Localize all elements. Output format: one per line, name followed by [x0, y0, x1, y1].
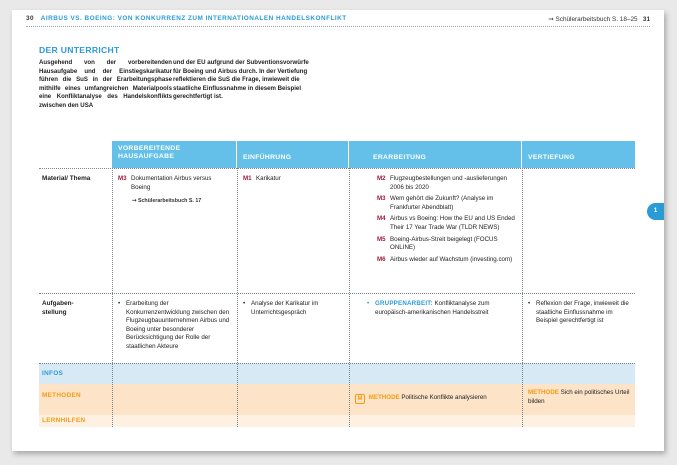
- band-label-methoden: METHODEN: [42, 392, 81, 399]
- col-header-vorbereitende-hausaufgabe: VORBEREITENDE HAUSAUFGABE: [112, 141, 236, 168]
- aufgabe-erarbeitung: [362, 294, 520, 323]
- material-einfuehrung: [238, 169, 348, 193]
- row-label-aufgabenstellung: Aufgaben- stellung: [42, 300, 74, 316]
- material-code: M5: [377, 235, 386, 243]
- material-item: [377, 195, 515, 212]
- header-right: [548, 15, 650, 23]
- aufgabe-vorbereitung: [113, 294, 236, 358]
- methode-keyword: METHODE: [528, 389, 559, 396]
- aufgabe-vertiefung: [523, 294, 635, 332]
- material-code: M1: [243, 175, 252, 182]
- list-item: [243, 300, 343, 317]
- material-text: Dokumentation Airbus versus Boeing: [131, 175, 212, 191]
- bullet-icon: •: [528, 300, 531, 307]
- intro-text-col2: und der EU aufgrund der Subventionsvorwürfe für Boeing und Airbus durch. In der Vertiefung reflektieren die SuS die Frage, inwieweit die staatliche Einflussnahme in diesem Beispiel gerechtfertigt ist.: [173, 59, 309, 101]
- bullet-icon: •: [367, 300, 370, 307]
- material-code: M3: [118, 175, 127, 182]
- list-item: [528, 300, 630, 326]
- page-number-right: 31: [642, 16, 650, 23]
- textbook-page: [12, 10, 664, 451]
- col-header-vertiefung: VERTIEFUNG: [522, 141, 635, 168]
- list-item: [118, 300, 231, 352]
- material-text: Flugzeugbestellungen und -auslieferungen 2006 bis 2020: [390, 175, 507, 191]
- methode-vertiefung: [523, 384, 635, 412]
- running-header: [26, 14, 650, 26]
- page-number-left: 30: [26, 15, 35, 22]
- band-infos: [39, 363, 635, 384]
- aufgabe-text: Erarbeitung der Konkurrenzentwicklung zwischen den Flugzeugbauunternehmen Airbus und Boeing unter besonderer Berücksichtigung der Rolle der staatlichen Akteure: [126, 300, 230, 350]
- aufgabe-text: Konfliktanalyse zum europäisch-amerikanischen Handelsstreit: [375, 300, 490, 316]
- header-left: [26, 15, 347, 22]
- material-code: M4: [377, 215, 386, 223]
- material-text: Karikatur: [256, 175, 281, 182]
- material-code: M3: [377, 195, 386, 203]
- bullet-icon: •: [118, 300, 121, 307]
- material-code: M2: [377, 175, 386, 182]
- bullet-icon: •: [243, 300, 246, 307]
- gruppenarbeit-label: GRUPPENARBEIT:: [375, 300, 433, 307]
- intro-text-col1: Ausgehend von der vorbereitenden Hausaufgabe und der Einstiegskarikatur führen die SuS in der Erarbeitungsphase mithilfe eines umfangreichen Materialpools eine Konfliktanalyse des Handelskonflikts zwischen den USA: [39, 59, 172, 109]
- material-text: Boeing-Airbus-Streit beigelegt (FOCUS ONLINE): [390, 235, 498, 252]
- row-label-material: Material/ Thema: [42, 175, 91, 182]
- material-erarbeitung: [372, 169, 520, 273]
- material-item: [243, 175, 343, 184]
- aufgabe-einfuehrung: [238, 294, 348, 323]
- band-label-lernhilfen: LERNHILFEN: [42, 417, 86, 424]
- methode-icon: M: [355, 394, 365, 404]
- band-lernhilfen: [39, 415, 635, 427]
- chapter-tab[interactable]: 1: [647, 203, 664, 220]
- section-title: DER UNTERRICHT: [39, 45, 120, 55]
- header-title: AIRBUS VS. BOEING: VON KONKURRENZ ZUM INTERNATIONALEN HANDELSKONFLIKT: [40, 15, 347, 22]
- header-reference: Schülerarbeitsbuch S. 18–25: [555, 16, 638, 23]
- material-vorbereitung: [113, 169, 236, 212]
- material-text: Wem gehört die Zukunft? (Analyse im Frankfurter Abendblatt): [390, 195, 494, 211]
- material-item: [377, 236, 515, 253]
- material-item: [377, 175, 515, 192]
- methode-text: Sich ein politisches Urteil bilden: [528, 389, 630, 405]
- methode-text: Politische Konflikte analysieren: [401, 394, 487, 401]
- band-label-infos: INFOS: [42, 370, 64, 377]
- grid-line: [39, 363, 635, 364]
- lesson-table: [39, 141, 635, 427]
- methode-erarbeitung: [350, 388, 521, 410]
- material-text: Airbus vs Boeing: How the EU and US Ended Their 17 Year Trade War (TLDR NEWS): [390, 215, 515, 231]
- material-reference-text: Schülerarbeitsbuch S. 17: [137, 198, 202, 205]
- material-item: [377, 256, 515, 265]
- aufgabe-text: Reflexion der Frage, inwieweit die staatliche Einflussnahme im Beispiel gerechtfertigt ist: [536, 300, 629, 325]
- aufgabe-text-wrap: [375, 300, 515, 317]
- material-item: [118, 175, 231, 192]
- material-code: M6: [377, 255, 386, 263]
- col-header-erarbeitung: ERARBEITUNG: [349, 141, 521, 168]
- header-divider: [26, 26, 650, 27]
- arrow-right-icon: ➞: [548, 16, 554, 23]
- col-header-einfuehrung: EINFÜHRUNG: [237, 141, 348, 168]
- aufgabe-text: Analyse der Karikatur im Unterrichtsgespräch: [251, 300, 319, 316]
- list-item: [367, 300, 515, 317]
- material-item: [377, 215, 515, 232]
- material-text: Airbus wieder auf Wachstum (investing.com): [390, 255, 513, 263]
- arrow-right-icon: ➞: [132, 198, 137, 205]
- material-reference[interactable]: [118, 197, 231, 206]
- methode-keyword: METHODE: [368, 394, 400, 401]
